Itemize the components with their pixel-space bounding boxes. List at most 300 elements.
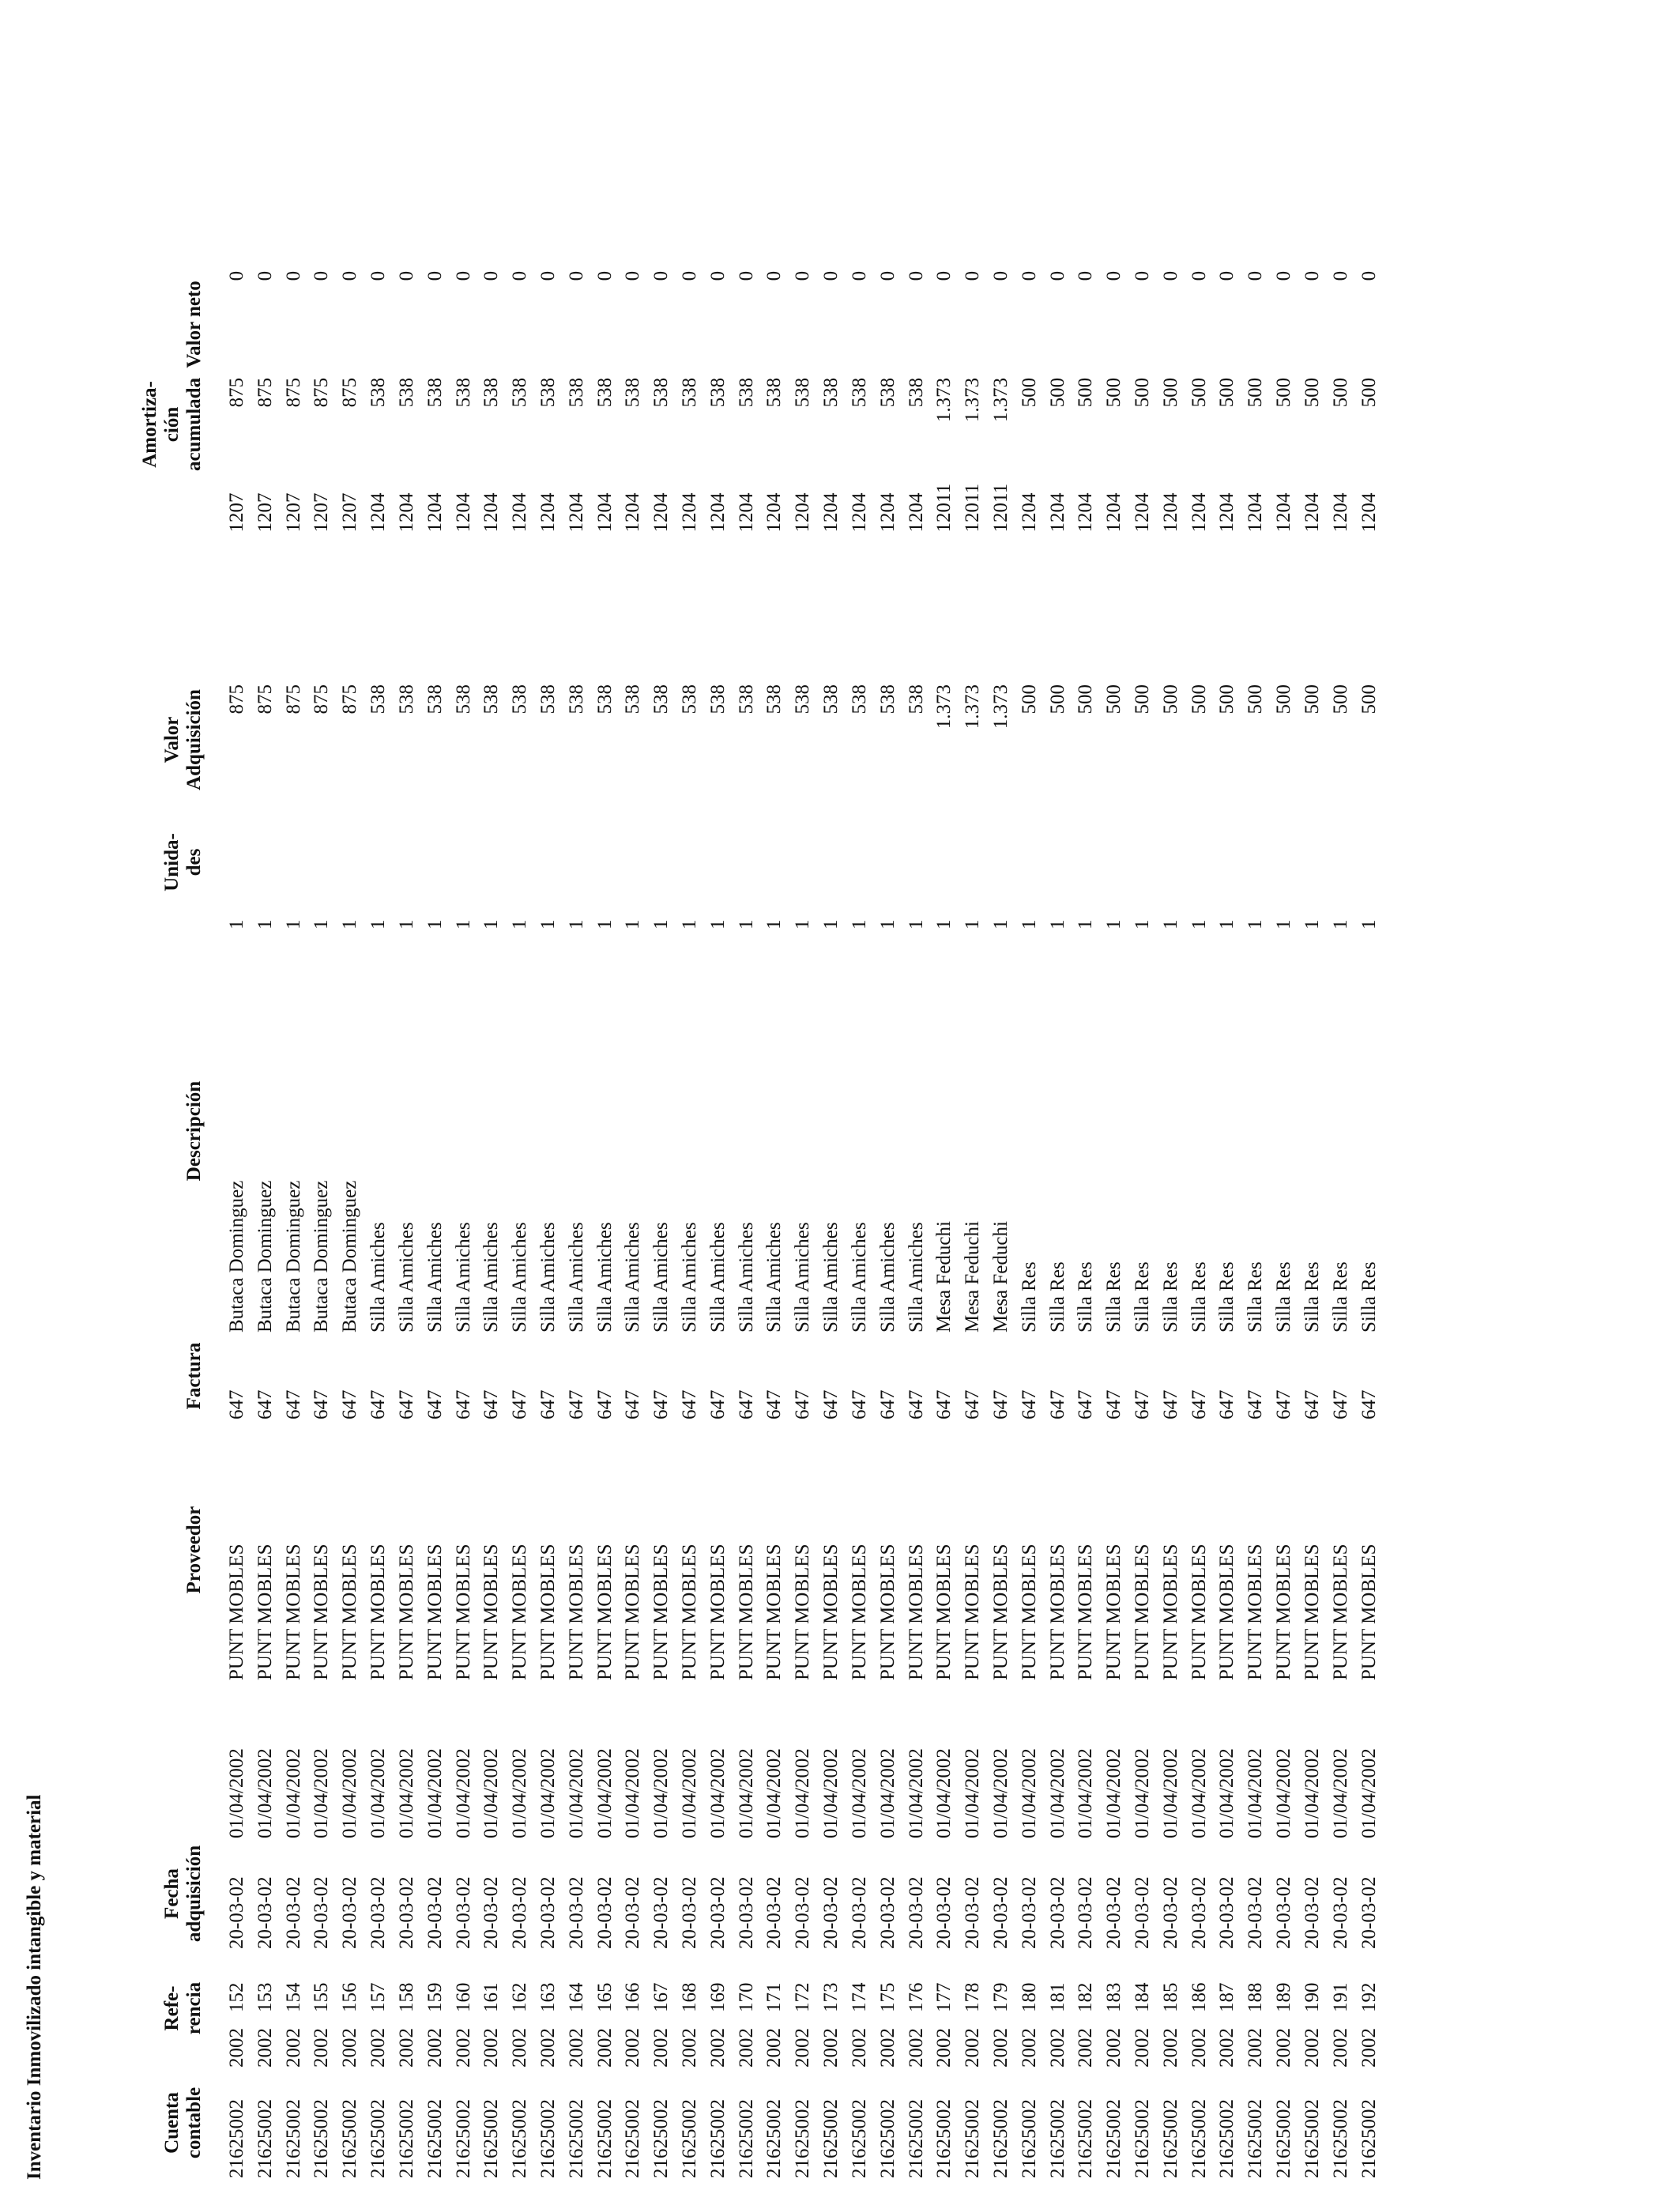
anios-cell: 4 <box>622 492 644 503</box>
proveedor-cell: PUNT MOBLES <box>650 1544 672 1680</box>
proveedor-cell: PUNT MOBLES <box>1132 1544 1153 1680</box>
descripcion-cell: Silla Res <box>1132 1261 1153 1333</box>
valor-neto-cell: 0 <box>311 270 333 281</box>
table-row <box>1100 271 1128 2178</box>
amortizacion-cell: 538 <box>848 377 870 408</box>
vida-util-cell: 120 <box>1329 503 1351 533</box>
valor-adquisicion-cell: 500 <box>1132 684 1153 714</box>
amortizacion-cell: 500 <box>1188 377 1210 408</box>
fecha-documento-cell: 20-03-02 <box>848 1876 870 1949</box>
referencia-anio-cell: 2002 <box>622 2028 644 2068</box>
anios-cell: 11 <box>962 483 984 503</box>
factura-cell: 647 <box>989 1389 1011 1419</box>
proveedor-cell: PUNT MOBLES <box>1103 1544 1125 1680</box>
referencia-numero-cell: 157 <box>367 1982 390 2012</box>
vida-util-cell: 120 <box>395 503 417 533</box>
fecha-adquisicion-cell: 01/04/2002 <box>480 1748 503 1838</box>
unidades-cell: 1 <box>989 919 1011 929</box>
factura-cell: 647 <box>311 1389 333 1419</box>
factura-cell: 647 <box>593 1389 616 1419</box>
fecha-adquisicion-cell: 01/04/2002 <box>650 1748 672 1838</box>
unidades-cell: 1 <box>622 919 644 929</box>
descripcion-cell: Silla Amiches <box>565 1222 587 1333</box>
referencia-anio-cell: 2002 <box>1159 2028 1181 2068</box>
fecha-adquisicion-cell: 01/04/2002 <box>339 1748 361 1838</box>
amortizacion-cell: 538 <box>820 377 842 408</box>
referencia-numero-cell: 180 <box>1018 1982 1040 2012</box>
table-row <box>1241 271 1270 2178</box>
fecha-documento-cell: 20-03-02 <box>1103 1876 1125 1949</box>
descripcion-cell: Silla Amiches <box>706 1222 729 1333</box>
header-valor-adquisicion: Valor Adquisición <box>161 689 205 790</box>
header-proveedor: Proveedor <box>183 1506 205 1594</box>
anios-cell: 4 <box>1358 492 1380 503</box>
referencia-anio-cell: 2002 <box>706 2028 729 2068</box>
referencia-numero-cell: 192 <box>1358 1982 1380 2012</box>
cuenta-contable-cell: 21625002 <box>254 2099 276 2178</box>
vida-util-cell: 120 <box>1018 503 1040 533</box>
amortizacion-cell: 1.373 <box>962 377 984 423</box>
referencia-numero-cell: 178 <box>962 1982 984 2012</box>
referencia-anio-cell: 2002 <box>311 2028 333 2068</box>
cuenta-contable-cell: 21625002 <box>565 2099 587 2178</box>
proveedor-cell: PUNT MOBLES <box>679 1544 700 1680</box>
cuenta-contable-cell: 21625002 <box>792 2099 814 2178</box>
unidades-cell: 1 <box>480 919 503 929</box>
proveedor-cell: PUNT MOBLES <box>876 1544 898 1680</box>
fecha-documento-cell: 20-03-02 <box>905 1876 927 1949</box>
table-row <box>733 271 761 2178</box>
descripcion-cell: Mesa Feduchi <box>933 1221 955 1333</box>
cuenta-contable-cell: 21625002 <box>622 2099 644 2178</box>
fecha-adquisicion-cell: 01/04/2002 <box>1132 1748 1153 1838</box>
factura-cell: 647 <box>254 1389 276 1419</box>
vida-util-cell: 120 <box>848 503 870 533</box>
anios-cell: 4 <box>792 492 814 503</box>
fecha-documento-cell: 20-03-02 <box>962 1876 984 1949</box>
referencia-anio-cell: 2002 <box>905 2028 927 2068</box>
table-row <box>1128 271 1157 2178</box>
proveedor-cell: PUNT MOBLES <box>1216 1544 1238 1680</box>
valor-neto-cell: 0 <box>1159 270 1181 281</box>
referencia-numero-cell: 158 <box>395 1982 417 2012</box>
referencia-numero-cell: 166 <box>622 1982 644 2012</box>
cuenta-contable-cell: 21625002 <box>509 2099 531 2178</box>
unidades-cell: 1 <box>367 919 390 929</box>
amortizacion-cell: 538 <box>763 377 785 408</box>
unidades-cell: 1 <box>706 919 729 929</box>
header-factura: Factura <box>183 1342 205 1410</box>
amortizacion-cell: 500 <box>1018 377 1040 408</box>
referencia-anio-cell: 2002 <box>1301 2028 1323 2068</box>
fecha-adquisicion-cell: 01/04/2002 <box>1301 1748 1323 1838</box>
valor-adquisicion-cell: 538 <box>593 684 616 714</box>
factura-cell: 647 <box>1159 1389 1181 1419</box>
referencia-numero-cell: 185 <box>1159 1982 1181 2012</box>
table-row <box>1213 271 1241 2178</box>
unidades-cell: 1 <box>763 919 785 929</box>
referencia-anio-cell: 2002 <box>1046 2028 1068 2068</box>
table-row <box>534 271 563 2178</box>
unidades-cell: 1 <box>962 919 984 929</box>
proveedor-cell: PUNT MOBLES <box>1159 1544 1181 1680</box>
fecha-documento-cell: 20-03-02 <box>509 1876 531 1949</box>
table-row <box>1355 271 1384 2178</box>
valor-neto-cell: 0 <box>820 270 842 281</box>
vida-util-cell: 120 <box>1245 503 1267 533</box>
valor-adquisicion-cell: 538 <box>820 684 842 714</box>
cuenta-contable-cell: 21625002 <box>650 2099 672 2178</box>
anios-cell: 4 <box>1329 492 1351 503</box>
header-descripcion: Descripción <box>183 1080 205 1182</box>
proveedor-cell: PUNT MOBLES <box>509 1544 531 1680</box>
referencia-anio-cell: 2002 <box>735 2028 757 2068</box>
proveedor-cell: PUNT MOBLES <box>706 1544 729 1680</box>
factura-cell: 647 <box>1273 1389 1295 1419</box>
fecha-adquisicion-cell: 01/04/2002 <box>311 1748 333 1838</box>
descripcion-cell: Silla Amiches <box>876 1222 898 1333</box>
valor-adquisicion-cell: 538 <box>565 684 587 714</box>
fecha-adquisicion-cell: 01/04/2002 <box>395 1748 417 1838</box>
referencia-numero-cell: 174 <box>848 1982 870 2012</box>
unidades-cell: 1 <box>1188 919 1210 929</box>
factura-cell: 647 <box>763 1389 785 1419</box>
anios-cell: 7 <box>339 492 361 503</box>
vida-util-cell: 120 <box>989 503 1011 533</box>
fecha-documento-cell: 20-03-02 <box>763 1876 785 1949</box>
valor-neto-cell: 0 <box>1018 270 1040 281</box>
fecha-documento-cell: 20-03-02 <box>593 1876 616 1949</box>
unidades-cell: 1 <box>650 919 672 929</box>
fecha-adquisicion-cell: 01/04/2002 <box>367 1748 390 1838</box>
factura-cell: 647 <box>509 1389 531 1419</box>
table-row <box>591 271 620 2178</box>
table-row <box>1185 271 1214 2178</box>
fecha-documento-cell: 20-03-02 <box>1301 1876 1323 1949</box>
vida-util-cell: 120 <box>1103 503 1125 533</box>
anios-cell: 4 <box>905 492 927 503</box>
valor-neto-cell: 0 <box>367 270 390 281</box>
amortizacion-cell: 538 <box>395 377 417 408</box>
referencia-numero-cell: 191 <box>1329 1982 1351 2012</box>
amortizacion-cell: 538 <box>792 377 814 408</box>
referencia-numero-cell: 190 <box>1301 1982 1323 2012</box>
valor-neto-cell: 0 <box>480 270 503 281</box>
proveedor-cell: PUNT MOBLES <box>593 1544 616 1680</box>
vida-util-cell: 120 <box>1301 503 1323 533</box>
cuenta-contable-cell: 21625002 <box>820 2099 842 2178</box>
proveedor-cell: PUNT MOBLES <box>1046 1544 1068 1680</box>
referencia-numero-cell: 175 <box>876 1982 898 2012</box>
anios-cell: 4 <box>367 492 390 503</box>
amortizacion-cell: 1.373 <box>933 377 955 423</box>
referencia-numero-cell: 170 <box>735 1982 757 2012</box>
descripcion-cell: Silla Amiches <box>622 1222 644 1333</box>
amortizacion-cell: 875 <box>282 377 304 408</box>
vida-util-cell: 120 <box>339 503 361 533</box>
fecha-adquisicion-cell: 01/04/2002 <box>254 1748 276 1838</box>
fecha-documento-cell: 20-03-02 <box>1018 1876 1040 1949</box>
descripcion-cell: Silla Amiches <box>480 1222 503 1333</box>
fecha-documento-cell: 20-03-02 <box>1132 1876 1153 1949</box>
valor-adquisicion-cell: 538 <box>735 684 757 714</box>
amortizacion-cell: 875 <box>254 377 276 408</box>
anios-cell: 4 <box>706 492 729 503</box>
fecha-documento-cell: 20-03-02 <box>282 1876 304 1949</box>
unidades-cell: 1 <box>1358 919 1380 929</box>
amortizacion-cell: 500 <box>1216 377 1238 408</box>
vida-util-cell: 120 <box>933 503 955 533</box>
proveedor-cell: PUNT MOBLES <box>1358 1544 1380 1680</box>
anios-cell: 4 <box>537 492 559 503</box>
unidades-cell: 1 <box>1159 919 1181 929</box>
referencia-numero-cell: 179 <box>989 1982 1011 2012</box>
valor-neto-cell: 0 <box>1273 270 1295 281</box>
proveedor-cell: PUNT MOBLES <box>1245 1544 1267 1680</box>
fecha-adquisicion-cell: 01/04/2002 <box>763 1748 785 1838</box>
factura-cell: 647 <box>1358 1389 1380 1419</box>
referencia-anio-cell: 2002 <box>565 2028 587 2068</box>
factura-cell: 647 <box>905 1389 927 1419</box>
factura-cell: 647 <box>876 1389 898 1419</box>
amortizacion-cell: 500 <box>1103 377 1125 408</box>
amortizacion-cell: 500 <box>1046 377 1068 408</box>
anios-cell: 4 <box>876 492 898 503</box>
fecha-documento-cell: 20-03-02 <box>480 1876 503 1949</box>
fecha-adquisicion-cell: 01/04/2002 <box>1075 1748 1097 1838</box>
descripcion-cell: Silla Res <box>1188 1261 1210 1333</box>
valor-adquisicion-cell: 875 <box>339 684 361 714</box>
fecha-documento-cell: 20-03-02 <box>735 1876 757 1949</box>
fecha-adquisicion-cell: 01/04/2002 <box>989 1748 1011 1838</box>
fecha-adquisicion-cell: 01/04/2002 <box>962 1748 984 1838</box>
referencia-anio-cell: 2002 <box>1216 2028 1238 2068</box>
factura-cell: 647 <box>395 1389 417 1419</box>
valor-neto-cell: 0 <box>989 270 1011 281</box>
vida-util-cell: 120 <box>1046 503 1068 533</box>
referencia-numero-cell: 164 <box>565 1982 587 2012</box>
valor-adquisicion-cell: 538 <box>876 684 898 714</box>
valor-neto-cell: 0 <box>1329 270 1351 281</box>
fecha-adquisicion-cell: 01/04/2002 <box>735 1748 757 1838</box>
descripcion-cell: Silla Res <box>1273 1261 1295 1333</box>
cuenta-contable-cell: 21625002 <box>537 2099 559 2178</box>
proveedor-cell: PUNT MOBLES <box>1329 1544 1351 1680</box>
referencia-anio-cell: 2002 <box>763 2028 785 2068</box>
referencia-anio-cell: 2002 <box>1103 2028 1125 2068</box>
amortizacion-cell: 538 <box>706 377 729 408</box>
proveedor-cell: PUNT MOBLES <box>452 1544 474 1680</box>
referencia-numero-cell: 155 <box>311 1982 333 2012</box>
anios-cell: 4 <box>593 492 616 503</box>
valor-neto-cell: 0 <box>1245 270 1267 281</box>
amortizacion-cell: 500 <box>1273 377 1295 408</box>
valor-neto-cell: 0 <box>339 270 361 281</box>
amortizacion-cell: 538 <box>735 377 757 408</box>
valor-adquisicion-cell: 500 <box>1216 684 1238 714</box>
cuenta-contable-cell: 21625002 <box>962 2099 984 2178</box>
table-row <box>1327 271 1355 2178</box>
vida-util-cell: 120 <box>1216 503 1238 533</box>
proveedor-cell: PUNT MOBLES <box>537 1544 559 1680</box>
fecha-documento-cell: 20-03-02 <box>792 1876 814 1949</box>
unidades-cell: 1 <box>254 919 276 929</box>
fecha-adquisicion-cell: 01/04/2002 <box>509 1748 531 1838</box>
unidades-cell: 1 <box>1273 919 1295 929</box>
cuenta-contable-cell: 21625002 <box>593 2099 616 2178</box>
amortizacion-cell: 538 <box>424 377 446 408</box>
descripcion-cell: Silla Amiches <box>735 1222 757 1333</box>
vida-util-cell: 120 <box>1358 503 1380 533</box>
cuenta-contable-cell: 21625002 <box>1273 2099 1295 2178</box>
amortizacion-cell: 538 <box>509 377 531 408</box>
anios-cell: 4 <box>650 492 672 503</box>
fecha-adquisicion-cell: 01/04/2002 <box>706 1748 729 1838</box>
fecha-documento-cell: 20-03-02 <box>1159 1876 1181 1949</box>
valor-adquisicion-cell: 538 <box>679 684 700 714</box>
descripcion-cell: Silla Amiches <box>452 1222 474 1333</box>
fecha-adquisicion-cell: 01/04/2002 <box>679 1748 700 1838</box>
factura-cell: 647 <box>537 1389 559 1419</box>
unidades-cell: 1 <box>282 919 304 929</box>
referencia-anio-cell: 2002 <box>254 2028 276 2068</box>
unidades-cell: 1 <box>537 919 559 929</box>
table-row <box>987 271 1015 2178</box>
factura-cell: 647 <box>1245 1389 1267 1419</box>
unidades-cell: 1 <box>339 919 361 929</box>
proveedor-cell: PUNT MOBLES <box>763 1544 785 1680</box>
descripcion-cell: Silla Amiches <box>848 1222 870 1333</box>
valor-neto-cell: 0 <box>905 270 927 281</box>
table-body <box>223 271 1383 2178</box>
valor-adquisicion-cell: 538 <box>905 684 927 714</box>
cuenta-contable-cell: 21625002 <box>480 2099 503 2178</box>
amortizacion-cell: 500 <box>1329 377 1351 408</box>
amortizacion-cell: 500 <box>1358 377 1380 408</box>
proveedor-cell: PUNT MOBLES <box>480 1544 503 1680</box>
descripcion-cell: Silla Res <box>1159 1261 1181 1333</box>
anios-cell: 4 <box>848 492 870 503</box>
referencia-numero-cell: 161 <box>480 1982 503 2012</box>
amortizacion-cell: 500 <box>1301 377 1323 408</box>
table-row <box>1072 271 1100 2178</box>
amortizacion-cell: 538 <box>876 377 898 408</box>
proveedor-cell: PUNT MOBLES <box>622 1544 644 1680</box>
vida-util-cell: 120 <box>1188 503 1210 533</box>
cuenta-contable-cell: 21625002 <box>424 2099 446 2178</box>
anios-cell: 4 <box>1216 492 1238 503</box>
vida-util-cell: 120 <box>282 503 304 533</box>
fecha-adquisicion-cell: 01/04/2002 <box>933 1748 955 1838</box>
table-row <box>846 271 874 2178</box>
amortizacion-cell: 538 <box>622 377 644 408</box>
descripcion-cell: Silla Res <box>1245 1261 1267 1333</box>
amortizacion-cell: 875 <box>339 377 361 408</box>
factura-cell: 647 <box>1018 1389 1040 1419</box>
proveedor-cell: PUNT MOBLES <box>339 1544 361 1680</box>
proveedor-cell: PUNT MOBLES <box>565 1544 587 1680</box>
fecha-adquisicion-cell: 01/04/2002 <box>905 1748 927 1838</box>
vida-util-cell: 120 <box>254 503 276 533</box>
proveedor-cell: PUNT MOBLES <box>962 1544 984 1680</box>
factura-cell: 647 <box>706 1389 729 1419</box>
fecha-adquisicion-cell: 01/04/2002 <box>452 1748 474 1838</box>
fecha-documento-cell: 20-03-02 <box>1358 1876 1380 1949</box>
valor-neto-cell: 0 <box>565 270 587 281</box>
fecha-adquisicion-cell: 01/04/2002 <box>1245 1748 1267 1838</box>
valor-neto-cell: 0 <box>424 270 446 281</box>
factura-cell: 647 <box>820 1389 842 1419</box>
valor-neto-cell: 0 <box>452 270 474 281</box>
fecha-documento-cell: 20-03-02 <box>1046 1876 1068 1949</box>
vida-util-cell: 120 <box>565 503 587 533</box>
table-row <box>959 271 987 2178</box>
unidades-cell: 1 <box>1046 919 1068 929</box>
proveedor-cell: PUNT MOBLES <box>1075 1544 1097 1680</box>
anios-cell: 4 <box>1273 492 1295 503</box>
valor-neto-cell: 0 <box>1075 270 1097 281</box>
descripcion-cell: Silla Res <box>1358 1261 1380 1333</box>
referencia-numero-cell: 184 <box>1132 1982 1153 2012</box>
fecha-documento-cell: 20-03-02 <box>933 1876 955 1949</box>
anios-cell: 4 <box>1103 492 1125 503</box>
valor-adquisicion-cell: 875 <box>226 684 247 714</box>
table-row <box>336 271 364 2178</box>
anios-cell: 4 <box>1075 492 1097 503</box>
valor-adquisicion-cell: 538 <box>622 684 644 714</box>
valor-adquisicion-cell: 538 <box>706 684 729 714</box>
vida-util-cell: 120 <box>480 503 503 533</box>
amortizacion-cell: 500 <box>1159 377 1181 408</box>
header-referencia: Refe- rencia <box>161 1981 205 2035</box>
referencia-numero-cell: 156 <box>339 1982 361 2012</box>
amortizacion-cell: 538 <box>565 377 587 408</box>
factura-cell: 647 <box>1329 1389 1351 1419</box>
table-row <box>1270 271 1298 2178</box>
fecha-documento-cell: 20-03-02 <box>254 1876 276 1949</box>
fecha-documento-cell: 20-03-02 <box>622 1876 644 1949</box>
referencia-anio-cell: 2002 <box>792 2028 814 2068</box>
amortizacion-cell: 538 <box>650 377 672 408</box>
valor-adquisicion-cell: 500 <box>1273 684 1295 714</box>
fecha-documento-cell: 20-03-02 <box>1273 1876 1295 1949</box>
valor-adquisicion-cell: 500 <box>1188 684 1210 714</box>
valor-adquisicion-cell: 538 <box>424 684 446 714</box>
valor-neto-cell: 0 <box>848 270 870 281</box>
cuenta-contable-cell: 21625002 <box>367 2099 390 2178</box>
descripcion-cell: Silla Amiches <box>395 1222 417 1333</box>
proveedor-cell: PUNT MOBLES <box>424 1544 446 1680</box>
amortizacion-cell: 538 <box>679 377 700 408</box>
valor-adquisicion-cell: 1.373 <box>962 684 984 729</box>
valor-neto-cell: 0 <box>282 270 304 281</box>
factura-cell: 647 <box>622 1389 644 1419</box>
valor-neto-cell: 0 <box>226 270 247 281</box>
fecha-adquisicion-cell: 01/04/2002 <box>1046 1748 1068 1838</box>
unidades-cell: 1 <box>1075 919 1097 929</box>
descripcion-cell: Silla Amiches <box>792 1222 814 1333</box>
fecha-documento-cell: 20-03-02 <box>650 1876 672 1949</box>
header-cuenta-contable: Cuenta contable <box>161 2087 205 2159</box>
proveedor-cell: PUNT MOBLES <box>226 1544 247 1680</box>
fecha-documento-cell: 20-03-02 <box>367 1876 390 1949</box>
unidades-cell: 1 <box>876 919 898 929</box>
cuenta-contable-cell: 21625002 <box>1018 2099 1040 2178</box>
referencia-anio-cell: 2002 <box>1018 2028 1040 2068</box>
referencia-numero-cell: 172 <box>792 1982 814 2012</box>
unidades-cell: 1 <box>1103 919 1125 929</box>
referencia-numero-cell: 187 <box>1216 1982 1238 2012</box>
